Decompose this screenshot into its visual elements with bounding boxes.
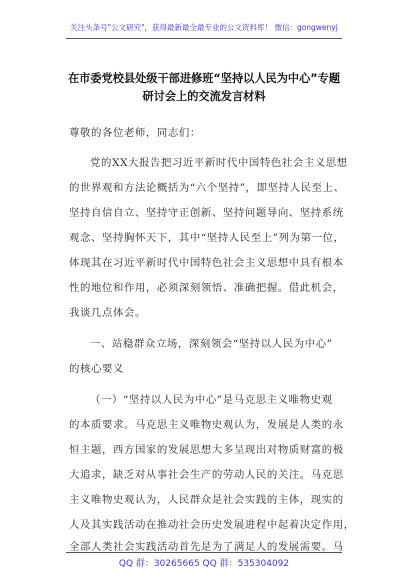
paragraph-line: 性的地位和作用，必须深刻领悟、准确把握。借此机会， (69, 282, 344, 294)
paragraph-line: 的本质要求。马克思主义唯物史观认为，发展是人类的永 (69, 419, 344, 431)
footer-qq-groups: QQ 群：30265665 QQ 群：535304092 (118, 559, 290, 569)
paragraph-line: 人及其实践活动在推动社会历史发展进程中起着决定作用， (69, 519, 355, 531)
document-title-line-1: 在市委党校县处级干部进修班“坚持以人民为中心”专题 (67, 72, 341, 85)
paragraph-line: 的世界观和方法论概括为“六个坚持”，即坚持人民至上、 (69, 182, 345, 194)
paragraph-line: 主义唯物史观认为，人民群众是社会实践的主体，现实的 (69, 494, 344, 506)
footer-divider (66, 552, 342, 553)
paragraph-line: （一）“坚持以人民为中心”是马克思主义唯物史观 (90, 394, 333, 406)
header-divider (66, 38, 342, 39)
document-title-line-2: 研讨会上的交流发言材料 (142, 90, 266, 103)
paragraph-line: 大追求，缺乏对从事社会生产的劳动人民的关注。马克思 (69, 469, 344, 481)
section-heading-line: 一、站稳群众立场，深刻领会“坚持以人民为中心” (90, 338, 333, 350)
header-promo-note: 关注头条号"公文研究"，获得最新最全最专业的公文资料库！ 微信：gongwenyj (70, 23, 338, 32)
paragraph-line: 坚持自信自立、坚持守正创新、坚持问题导向、坚持系统 (69, 207, 344, 219)
paragraph-line: 全部人类社会实践活动首先是为了满足人的发展需要。马 (69, 541, 344, 553)
paragraph-line: 体现其在习近平新时代中国特色社会主义思想中具有根本 (69, 257, 344, 269)
salutation: 尊敬的各位老师，同志们： (69, 127, 201, 139)
paragraph-line: 我谈几点体会。 (69, 307, 146, 319)
paragraph-line: 观念、坚持胸怀天下，其中“坚持人民至上”列为第一位， (69, 232, 345, 244)
section-heading-line: 的核心要义 (69, 363, 124, 375)
paragraph-line: 恒主题，西方国家的发展思想大多呈现出对物质财富的极 (69, 444, 344, 456)
paragraph-line: 党的XX大报告把习近平新时代中国特色社会主义思想 (90, 157, 348, 169)
